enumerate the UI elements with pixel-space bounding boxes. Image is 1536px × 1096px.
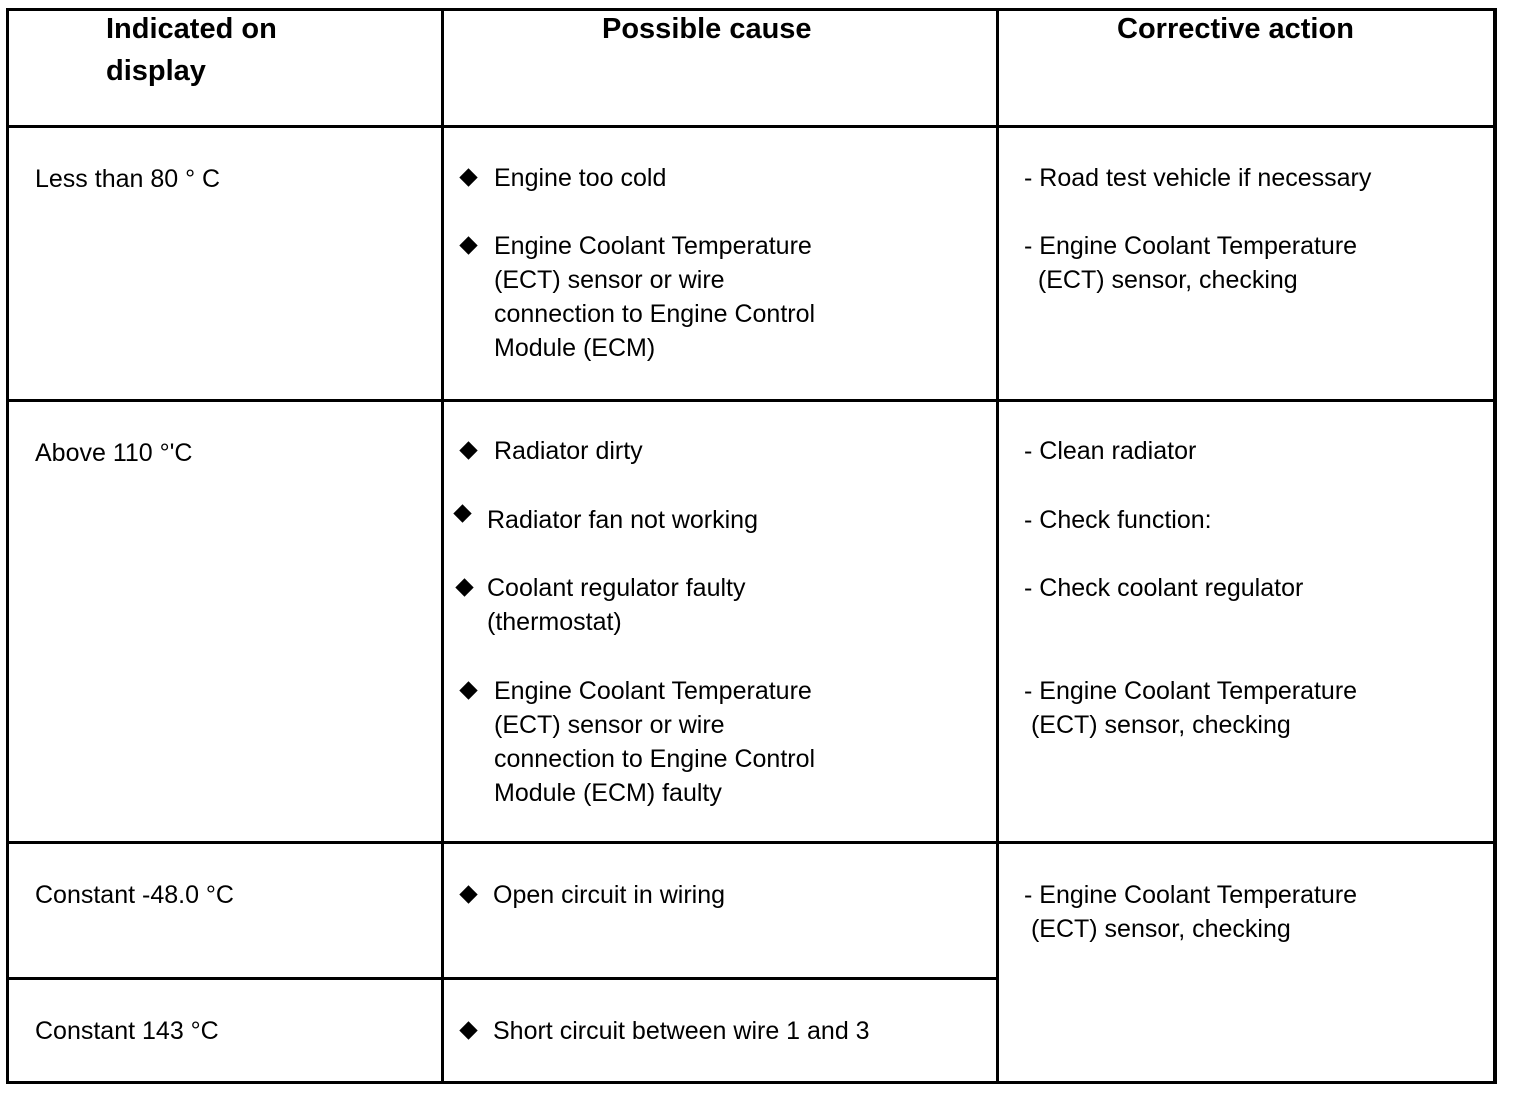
row-2-action-2: - Check function: — [1024, 506, 1212, 534]
header-possible-cause: Possible cause — [602, 13, 812, 45]
row-3-indicated: Constant -48.0 °C — [35, 881, 234, 909]
diamond-bullet-icon — [456, 579, 473, 596]
row-divider-2 — [6, 841, 1497, 844]
column-divider-2 — [996, 8, 999, 1084]
row-1-action-2: - Engine Coolant Temperature (ECT) sensor, checking — [1024, 232, 1358, 294]
shared-action-rows-3-4: - Engine Coolant Temperature (ECT) sensor, checking — [1024, 881, 1358, 943]
row-2-action-1: - Clean radiator — [1024, 437, 1197, 465]
column-divider-1 — [441, 8, 444, 1084]
diamond-bullet-icon — [460, 886, 477, 903]
table-border-bottom — [6, 1081, 1497, 1084]
header-corrective-action: Corrective action — [1117, 13, 1354, 45]
table-border-left — [6, 8, 9, 1084]
table-border-right — [1493, 8, 1497, 1084]
diamond-bullet-icon — [460, 169, 477, 186]
row-2-action-4: - Engine Coolant Temperature (ECT) sensor, checking — [1024, 677, 1358, 739]
diamond-bullet-icon — [460, 1022, 477, 1039]
row-1-action-1: - Road test vehicle if necessary — [1024, 164, 1372, 192]
diamond-bullet-icon — [460, 442, 477, 459]
header-divider — [6, 125, 1497, 128]
diamond-bullet-icon — [460, 682, 477, 699]
row-2-indicated: Above 110 °'C — [35, 439, 193, 467]
diagnostic-table: Indicated on display Possible cause Corrective action Less than 80 ° C Engine too cold Engine Coolant Temperature (ECT) sensor or wire connection to Engine Control Module (ECM) - Road test vehicle if necessary - Engine Coolant Temperature (ECT) sensor, checking Above 110 °'C Radiator dirty Radiator fan not working Coolant regulator faulty (thermostat) Engine Coolant Temperature (ECT) sensor or wire connection to Engine Control Module (ECM) faulty - Clean radiator - Check function: - Check coolant regulator - Engine Coolant Temperature (ECT) sensor, checking Constant -48.0 °C Open circuit in wiring - Engine Coolant Temperature (ECT) sensor, checking Constant 143 °C Short circuit between wire 1 and 3 — [0, 0, 1536, 1096]
row-divider-3 — [6, 977, 999, 980]
header-indicated-on-display: Indicated on display — [106, 13, 277, 87]
diamond-bullet-icon — [454, 505, 471, 522]
row-2-action-3: - Check coolant regulator — [1024, 574, 1304, 602]
row-4-indicated: Constant 143 °C — [35, 1017, 219, 1045]
row-divider-1 — [6, 399, 1497, 402]
row-1-indicated: Less than 80 ° C — [35, 165, 221, 193]
diamond-bullet-icon — [460, 237, 477, 254]
